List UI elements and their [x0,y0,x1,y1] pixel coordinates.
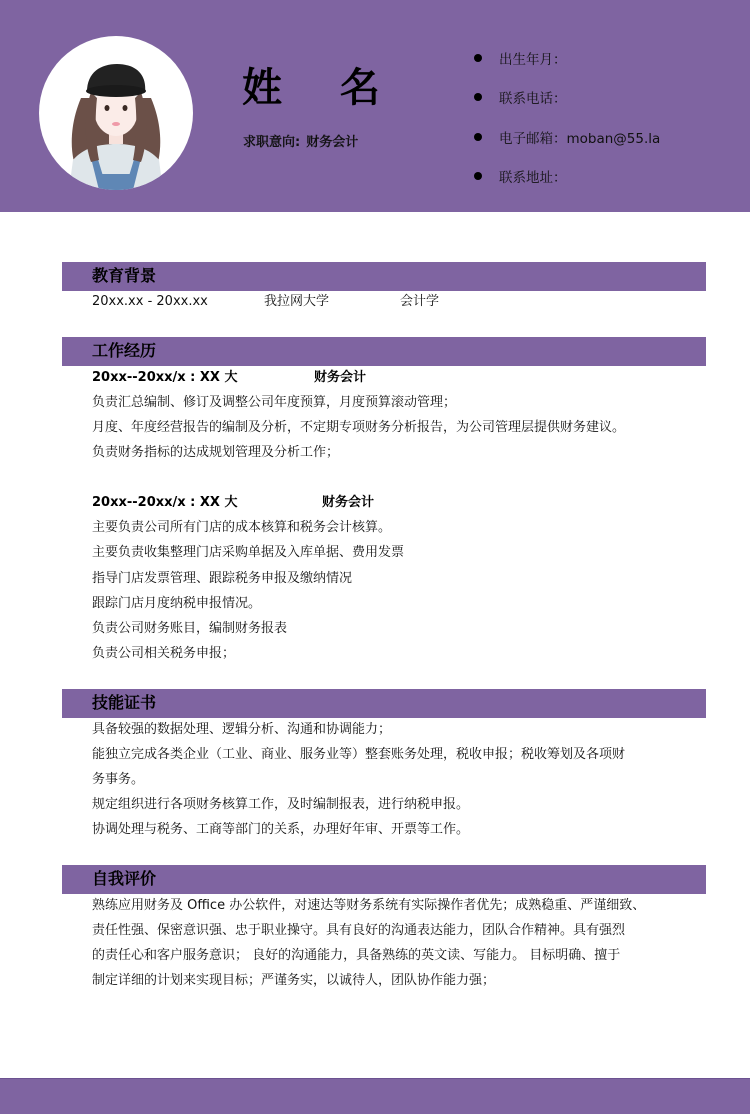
contact-birth [470,38,740,78]
job-duty: 主要负责收集整理门店采购单据及入库单据、费用发票 [92,545,405,560]
education-major: 会计学 [400,294,440,309]
section-education [62,262,706,291]
education-period: 20xx.xx - 20xx.xx [92,294,208,309]
self-eval-line: 责任性强、保密意识强、忠于职业操守。具有良好的沟通表达能力，团队合作精神。具有强烈 [92,923,626,938]
section-title: 教育背景 [92,266,157,285]
contact-label: 出生年月： [499,51,567,68]
bullet-icon [474,133,482,141]
section-skills [62,689,706,718]
footer-band [0,1078,750,1114]
avatar-illustration-icon [39,36,193,190]
contact-list [470,38,740,196]
bullet-icon [474,172,482,180]
candidate-name: 姓 名 [242,65,402,111]
section-title: 自我评价 [92,869,157,888]
job-duty: 月度、年度经营报告的编制及分析，不定期专项财务分析报告，为公司管理层提供财务建议。 [92,420,626,435]
job-duty: 负责公司相关税务申报； [92,646,236,661]
job-duty: 负责财务指标的达成规划管理及分析工作； [92,445,340,460]
section-work [62,337,706,366]
header-band [0,0,750,212]
avatar [39,36,193,190]
skill-line: 规定组织进行各项财务核算工作，及时编制报表，进行纳税申报。 [92,797,470,812]
job-position: 财务会计 [314,370,367,385]
contact-email [470,117,740,157]
contact-phone [470,78,740,118]
job-period-company: 20xx--20xx/x : XX 大 [92,495,238,510]
section-self-evaluation [62,865,706,894]
job-intent [243,131,358,150]
job-duty: 指导门店发票管理、跟踪税务申报及缴纳情况 [92,571,353,586]
contact-label: 联系电话： [499,91,567,108]
job-duty: 负责汇总编制、修订及调整公司年度预算，月度预算滚动管理； [92,395,457,410]
self-eval-line: 制定详细的计划来实现目标；严谨务实，以诚待人，团队协作能力强； [92,973,496,988]
job-intent-label: 求职意向: [243,135,301,150]
skill-line: 务事务。 [92,772,145,787]
section-title: 技能证书 [92,693,157,712]
job-intent-value: 财务会计 [306,135,359,150]
self-eval-line: 的责任心和客户服务意识； 良好的沟通能力，具备熟练的英文读、写能力。 目标明确、擅于 [92,948,621,963]
education-school: 我拉网大学 [264,294,330,309]
skill-line: 能独立完成各类企业（工业、商业、服务业等）整套账务处理，税收申报；税收筹划及各项财 [92,747,626,762]
job-duty: 负责公司财务账目，编制财务报表 [92,621,288,636]
bullet-icon [474,54,482,62]
contact-label: 电子邮箱：moban@55.la [499,130,661,147]
skill-line: 具备较强的数据处理、逻辑分析、沟通和协调能力； [92,722,392,737]
self-eval-line: 熟练应用财务及 Office 办公软件，对速达等财务系统有实际操作者优先；成熟稳重、严谨细致、 [92,898,646,913]
contact-label: 联系地址： [499,170,567,187]
skill-line: 协调处理与税务、工商等部门的关系，办理好年审、开票等工作。 [92,822,470,837]
section-title: 工作经历 [92,341,157,360]
job-position: 财务会计 [322,495,375,510]
job-period-company: 20xx--20xx/x : XX 大 [92,370,238,385]
job-duty: 跟踪门店月度纳税申报情况。 [92,596,262,611]
job-duty: 主要负责公司所有门店的成本核算和税务会计核算。 [92,520,392,535]
contact-address [470,157,740,197]
bullet-icon [474,93,482,101]
